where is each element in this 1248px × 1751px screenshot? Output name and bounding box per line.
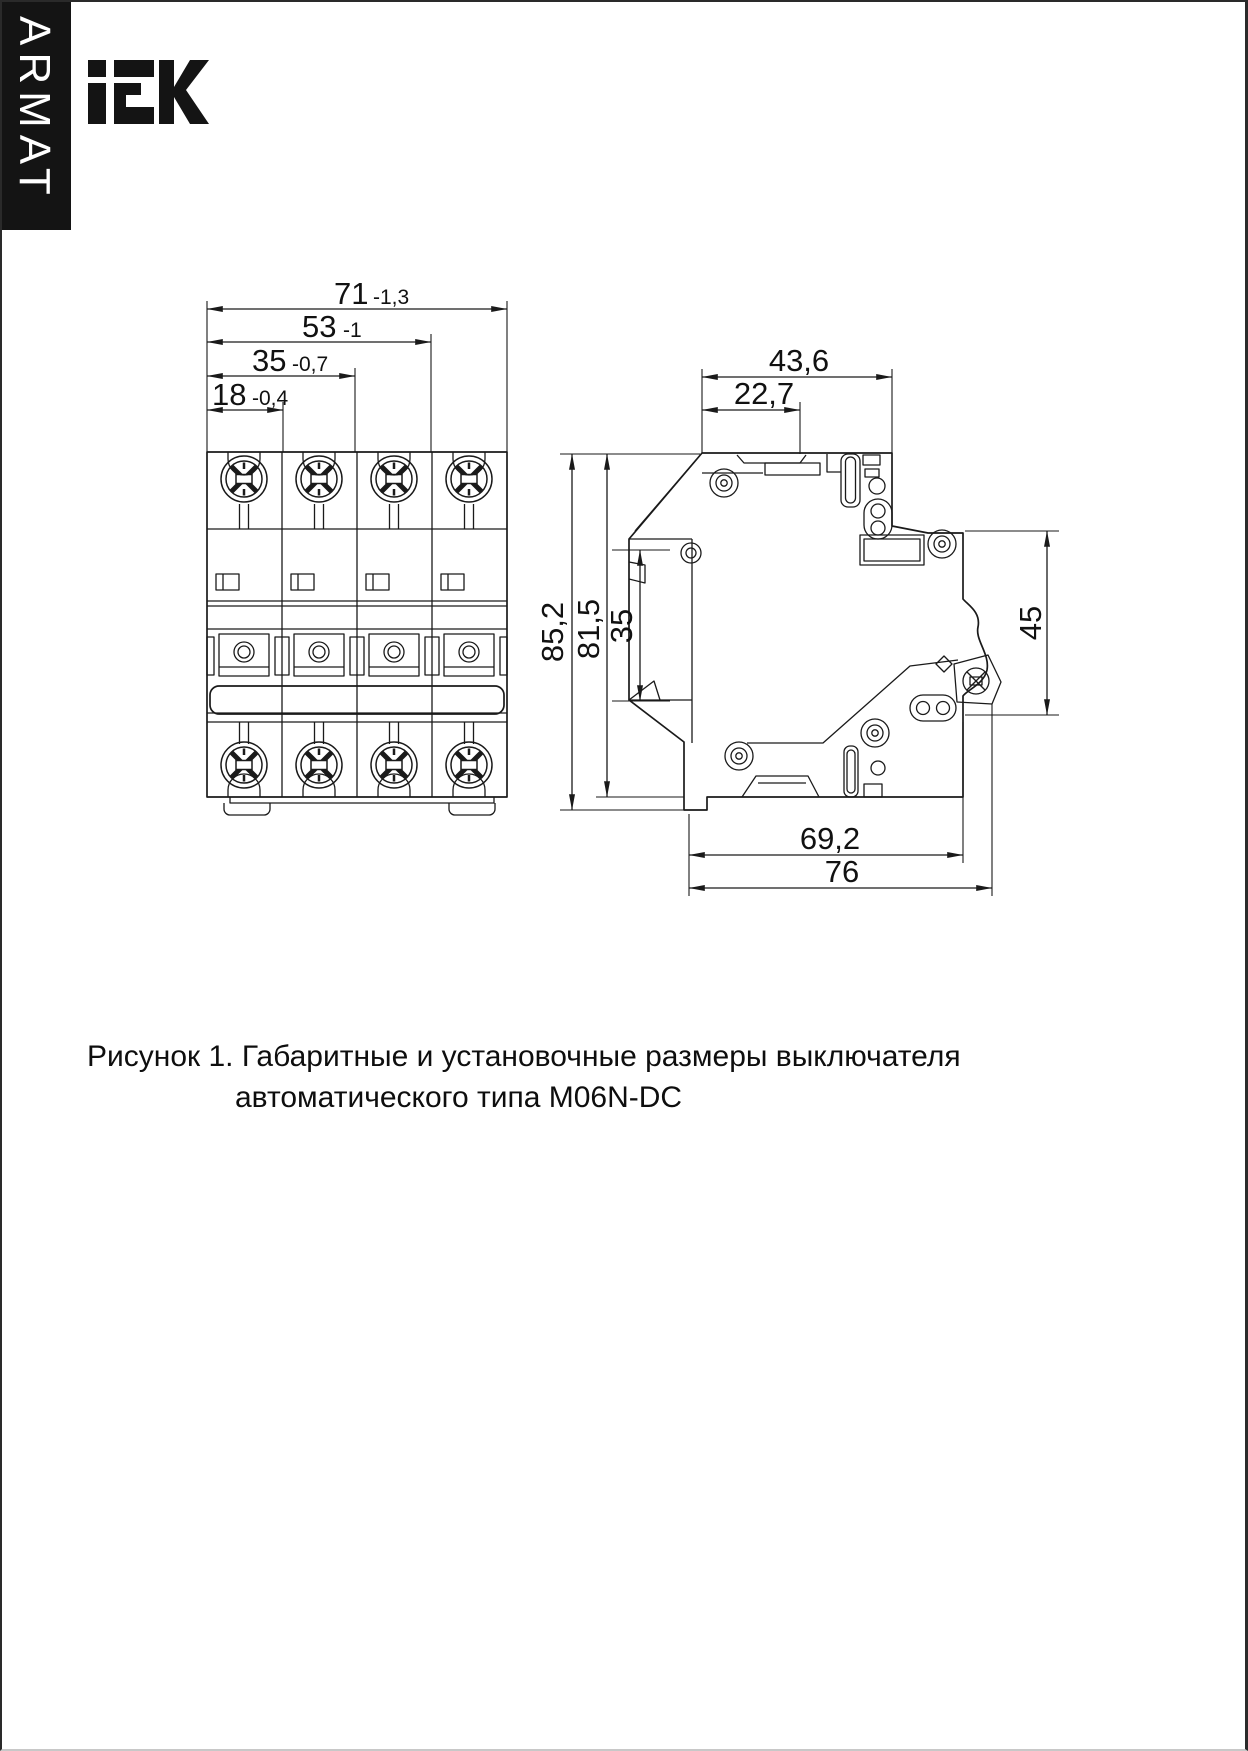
- side-view: [629, 453, 1001, 810]
- side-view-dimensions: [535, 343, 1059, 896]
- figure-caption-line2: автоматического типа M06N-DC: [235, 1081, 683, 1114]
- dim-18-value: 18: [212, 377, 247, 412]
- dim-45-label: 45: [1013, 605, 1048, 641]
- figure-caption-line1: Рисунок 1. Габаритные и установочные размеры выключателя: [87, 1040, 961, 1073]
- dim-71-value: 71: [334, 276, 369, 311]
- dim-76-label: 76: [824, 854, 860, 889]
- dim-22-7-label: 22,7: [733, 376, 795, 411]
- dim-35-side-label: 35: [604, 608, 639, 644]
- dim-53-tolerance: -1: [343, 319, 362, 342]
- technical-drawing: [2, 2, 1248, 1751]
- dim-53-value: 53: [302, 309, 337, 344]
- dim-81-5-label: 81,5: [571, 598, 606, 660]
- dim-35-value: 35: [252, 343, 287, 378]
- figure-caption: [87, 1036, 961, 1118]
- dim-43-6-label: 43,6: [768, 343, 830, 378]
- front-view-dimensions: [207, 276, 507, 452]
- dim-85-2-label: 85,2: [535, 601, 570, 663]
- brand-vertical-text: ARMAT: [10, 16, 59, 202]
- dim-71-tolerance: -1,3: [373, 286, 410, 309]
- dim-35-tolerance: -0,7: [292, 353, 329, 376]
- front-view: [207, 452, 507, 815]
- dim-69-2-label: 69,2: [799, 821, 861, 856]
- dim-18-tolerance: -0,4: [252, 387, 289, 410]
